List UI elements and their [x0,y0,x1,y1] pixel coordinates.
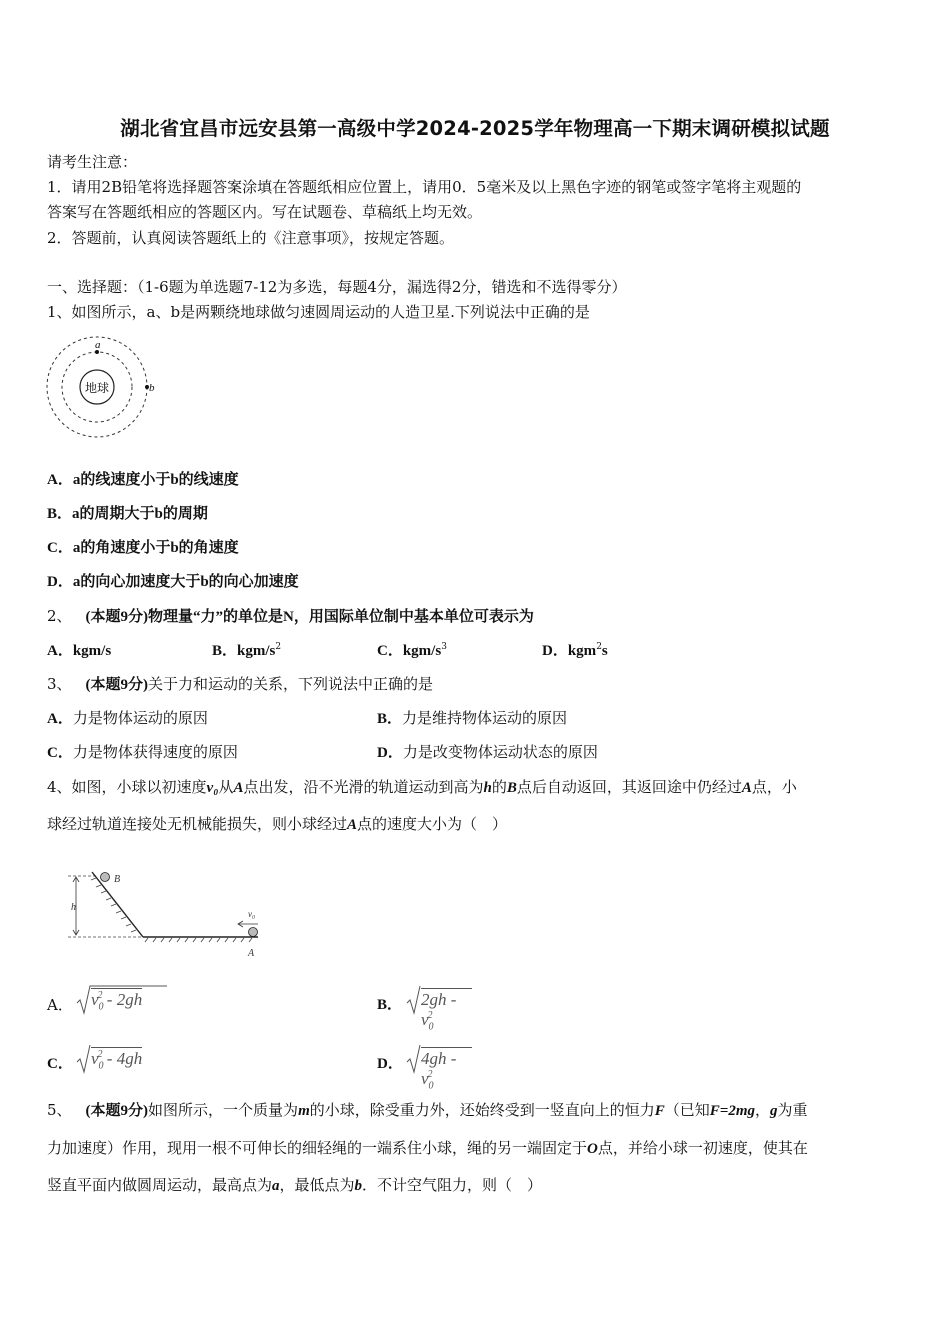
q1-option-b[interactable]: B．a的周期大于b的周期 [47,506,208,522]
q3-option-a[interactable]: A．力是物体运动的原因 [47,709,208,727]
q1-stem: 1、如图所示，a、b是两颗绕地球做匀速圆周运动的人造卫星.下列说法中正确的是 [47,303,590,321]
q1-option-c[interactable]: C．a的角速度小于b的角速度 [47,540,239,556]
q2-stem: 2、 (本题9分)物理量“力”的单位是N，用国际单位制中基本单位可表示为 [47,607,534,625]
q2-option-d[interactable]: D．kgm$^2$s [542,642,608,659]
q3-stem: 3、 (本题9分)关于力和运动的关系，下列说法中正确的是 [47,675,434,693]
q5-stem-line-3: 竖直平面内做圆周运动，最高点为a，最低点为b．不计空气阻力，则（ ） [47,1176,543,1194]
point-b-label: B [114,874,121,885]
height-label: h [71,902,76,913]
q1-option-d[interactable]: D．a的向心加速度大于b的向心加速度 [47,574,299,590]
q4-option-b-expr[interactable]: $2gh - v_0^2$ [421,988,472,1032]
ball-a [249,928,258,937]
q4-option-a-expr[interactable]: $v_0^2 - 2gh$ [91,990,143,1013]
satellite-b-label: b [149,382,155,394]
satellite-a-label: a [95,339,101,351]
notice-line-2: 答案写在答题纸相应的答题区内。写在试题卷、草稿纸上均无效。 [47,203,483,221]
q2-option-b[interactable]: B．kgm/$s^2$ [212,642,282,659]
q4-option-b-label[interactable]: B． [377,997,403,1013]
q4-option-a-label[interactable]: A． [47,996,73,1014]
q1-option-a[interactable]: A．a的线速度小于b的线速度 [47,472,239,488]
sqrt-sign-a [77,985,91,1015]
page-title: 湖北省宜昌市远安县第一高级中学2024-2025学年物理高一下期末调研模拟试题 [120,117,830,140]
q2-option-a[interactable]: A．kgm/s [47,643,112,659]
earth-label: 地球 [84,381,110,395]
q4-stem-line-2: 球经过轨道连接处无机械能损失，则小球经过A点的速度大小为（ ） [47,815,508,833]
sqrt-sign-d [407,1044,421,1074]
sqrt-sign-b [407,985,421,1015]
q5-stem-line-2: 力加速度）作用，现用一根不可伸长的细轻绳的一端系住小球，绳的另一端固定于O点，并给小球一初速度，使其在 [47,1139,808,1157]
satellite-orbit-figure [45,334,155,434]
q5-stem-line-1: 5、 (本题9分)如图所示，一个质量为m的小球，除受重力外，还始终受到一竖直向上的恒力F（已知F=2mg，g为重 [47,1101,808,1119]
notice-line-1: 1．请用2B铅笔将选择题答案涂填在答题纸相应位置上，请用0．5毫米及以上黑色字迹的钢笔或签字笔将主观题的 [47,178,802,196]
ball-b [101,873,110,882]
point-a-label: A [248,948,255,959]
q3-option-c[interactable]: C．力是物体获得速度的原因 [47,743,238,761]
q4-option-c-expr[interactable]: $v_0^2 - 4gh$ [91,1049,143,1072]
q4-option-d-expr[interactable]: $4gh - v_0^2$ [421,1047,472,1091]
track-figure [68,868,268,960]
q4-option-c-label[interactable]: C． [47,1056,73,1072]
q3-option-d[interactable]: D．力是改变物体运动状态的原因 [377,743,598,761]
q3-option-b[interactable]: B．力是维持物体运动的原因 [377,709,568,727]
q4-option-d-label[interactable]: D． [377,1056,403,1072]
section-heading: 一、选择题：（1-6题为单选题7-12为多选，每题4分，漏选得2分，错选和不选得零分） [47,278,627,296]
notice-heading: 请考生注意： [47,153,138,171]
q4-stem-line-1: 4、如图，小球以初速度v₀从A点出发，沿不光滑的轨道运动到高为h的B点后自动返回，其返回途中仍经过A点，小 [47,778,797,796]
notice-line-3: 2．答题前，认真阅读答题纸上的《注意事项》，按规定答题。 [47,229,455,247]
q2-option-c[interactable]: C．kgm/$s^3$ [377,642,447,659]
sqrt-sign-c [77,1044,91,1074]
v0-label: v₀ [248,909,256,919]
